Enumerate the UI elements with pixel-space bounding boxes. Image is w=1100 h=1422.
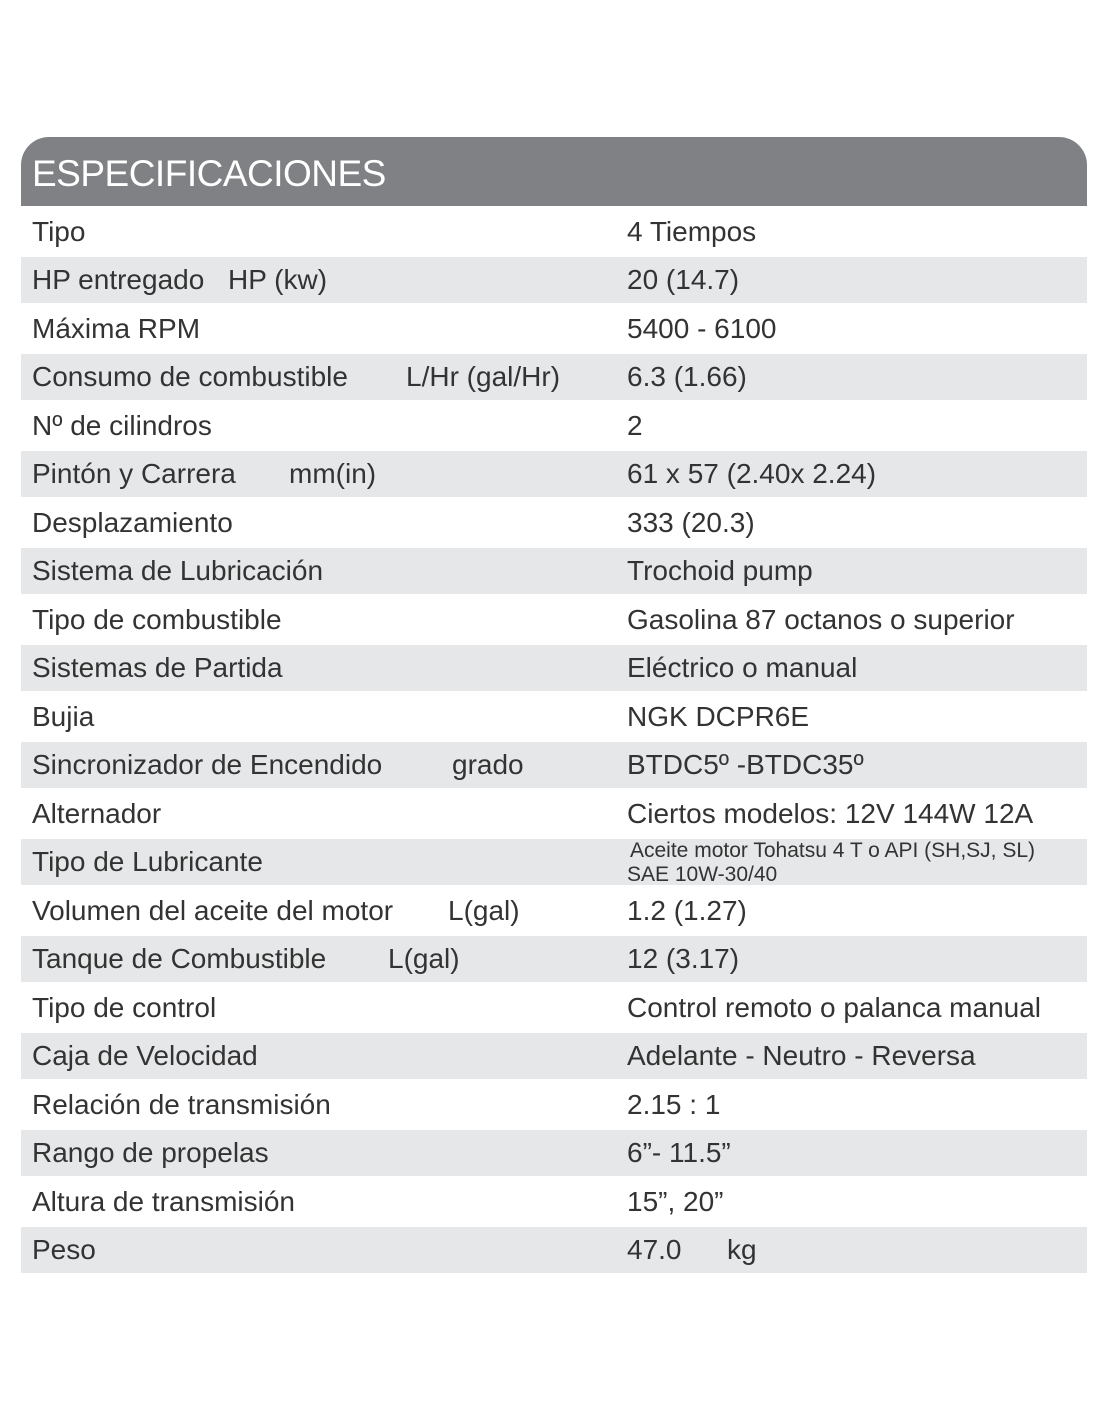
spec-label: Bujia: [32, 700, 95, 732]
spec-value: 61 x 57 (2.40x 2.24): [627, 458, 877, 489]
spec-row-desplazamiento: [21, 500, 1087, 546]
spec-value: 12 (3.17): [627, 943, 740, 974]
spec-row-tipo: [21, 209, 1087, 255]
spec-label: Tanque de Combustible: [32, 943, 327, 974]
spec-value: 6.3 (1.66): [627, 361, 747, 392]
spec-row-consumo: [21, 354, 1087, 400]
spec-row-bujia: [21, 694, 1087, 740]
spec-label: Tipo de combustible: [32, 603, 282, 635]
spec-value: Adelante - Neutro - Reversa: [627, 1040, 976, 1071]
spec-value: 2: [627, 409, 643, 441]
spec-label: Nº de cilindros: [32, 409, 212, 441]
spec-row-piston: [21, 451, 1087, 497]
page-title: ESPECIFICACIONES: [32, 153, 386, 194]
spec-row-rpm: [21, 306, 1087, 352]
spec-label: Rango de propelas: [32, 1137, 269, 1168]
spec-row-cilindros: [21, 403, 1087, 449]
spec-label: Peso: [32, 1234, 96, 1265]
spec-unit: mm(in): [289, 458, 377, 489]
spec-label: Tipo: [32, 215, 86, 247]
spec-unit: L(gal): [448, 894, 520, 926]
spec-value: BTDC5º -BTDC35º: [627, 749, 864, 780]
spec-row-tanque: [21, 936, 1087, 982]
spec-label: Volumen del aceite del motor: [32, 894, 394, 926]
spec-value: 47.0: [627, 1234, 682, 1265]
spec-row-altura: [21, 1179, 1087, 1225]
spec-value: NGK DCPR6E: [627, 700, 810, 732]
spec-label: Pintón y Carrera: [32, 458, 236, 489]
spec-value-line: Aceite motor Tohatsu 4 T o API (SH,SJ, SL): [630, 839, 1036, 862]
spec-label: Máxima RPM: [32, 312, 201, 344]
spec-label: HP entregado: [32, 264, 205, 295]
spec-row-caja: [21, 1033, 1087, 1079]
spec-label: Desplazamiento: [32, 506, 233, 538]
spec-value: Control remoto o palanca manual: [627, 991, 1042, 1023]
spec-value: Gasolina 87 octanos o superior: [627, 603, 1015, 635]
spec-row-combustible: [21, 597, 1087, 643]
spec-row-lubricacion: [21, 548, 1087, 594]
spec-value: Ciertos modelos: 12V 144W 12A: [627, 797, 1034, 829]
spec-value: 4 Tiempos: [627, 215, 757, 247]
spec-unit: L/Hr (gal/Hr): [406, 361, 561, 392]
spec-label: Tipo de Lubricante: [32, 846, 263, 877]
spec-value: 5400 - 6100: [627, 312, 777, 344]
spec-row-control: [21, 985, 1087, 1031]
spec-row-peso: [21, 1227, 1087, 1273]
spec-table: [21, 209, 1087, 1274]
spec-row-propelas: [21, 1130, 1087, 1176]
spec-value: [627, 839, 1035, 885]
spec-label: Relación de transmisión: [32, 1088, 331, 1120]
spec-label: Altura de transmisión: [32, 1185, 296, 1217]
spec-row-sincronizador: [21, 742, 1087, 788]
spec-label: Alternador: [32, 797, 162, 829]
spec-value-line: SAE 10W-30/40: [627, 863, 778, 886]
spec-label: Sistema de Lubricación: [32, 555, 324, 586]
spec-row-volumen-aceite: [21, 888, 1087, 934]
spec-value: 15”, 20”: [627, 1185, 724, 1217]
spec-label: Sincronizador de Encendido: [32, 749, 383, 780]
spec-value: 333 (20.3): [627, 506, 755, 538]
spec-row-lubricante: [21, 839, 1087, 885]
spec-unit: L(gal): [388, 943, 460, 974]
spec-value: 20 (14.7): [627, 264, 740, 295]
spec-sheet: [21, 137, 1087, 1273]
spec-value: Eléctrico o manual: [627, 652, 858, 683]
spec-label: Consumo de combustible: [32, 361, 348, 392]
spec-value: 2.15 : 1: [627, 1088, 721, 1120]
spec-header: [21, 137, 1087, 206]
spec-row-alternador: [21, 791, 1087, 837]
spec-label: Sistemas de Partida: [32, 652, 283, 683]
spec-value: 6”- 11.5”: [627, 1137, 731, 1168]
spec-row-relacion: [21, 1082, 1087, 1128]
spec-row-partida: [21, 645, 1087, 691]
spec-label: Caja de Velocidad: [32, 1040, 258, 1071]
spec-unit: grado: [452, 749, 524, 780]
spec-unit: HP (kw): [228, 264, 328, 295]
spec-value: Trochoid pump: [627, 555, 813, 586]
spec-value: 1.2 (1.27): [627, 894, 747, 926]
spec-row-hp: [21, 257, 1087, 303]
spec-label: Tipo de control: [32, 991, 217, 1023]
spec-unit: kg: [727, 1234, 757, 1265]
